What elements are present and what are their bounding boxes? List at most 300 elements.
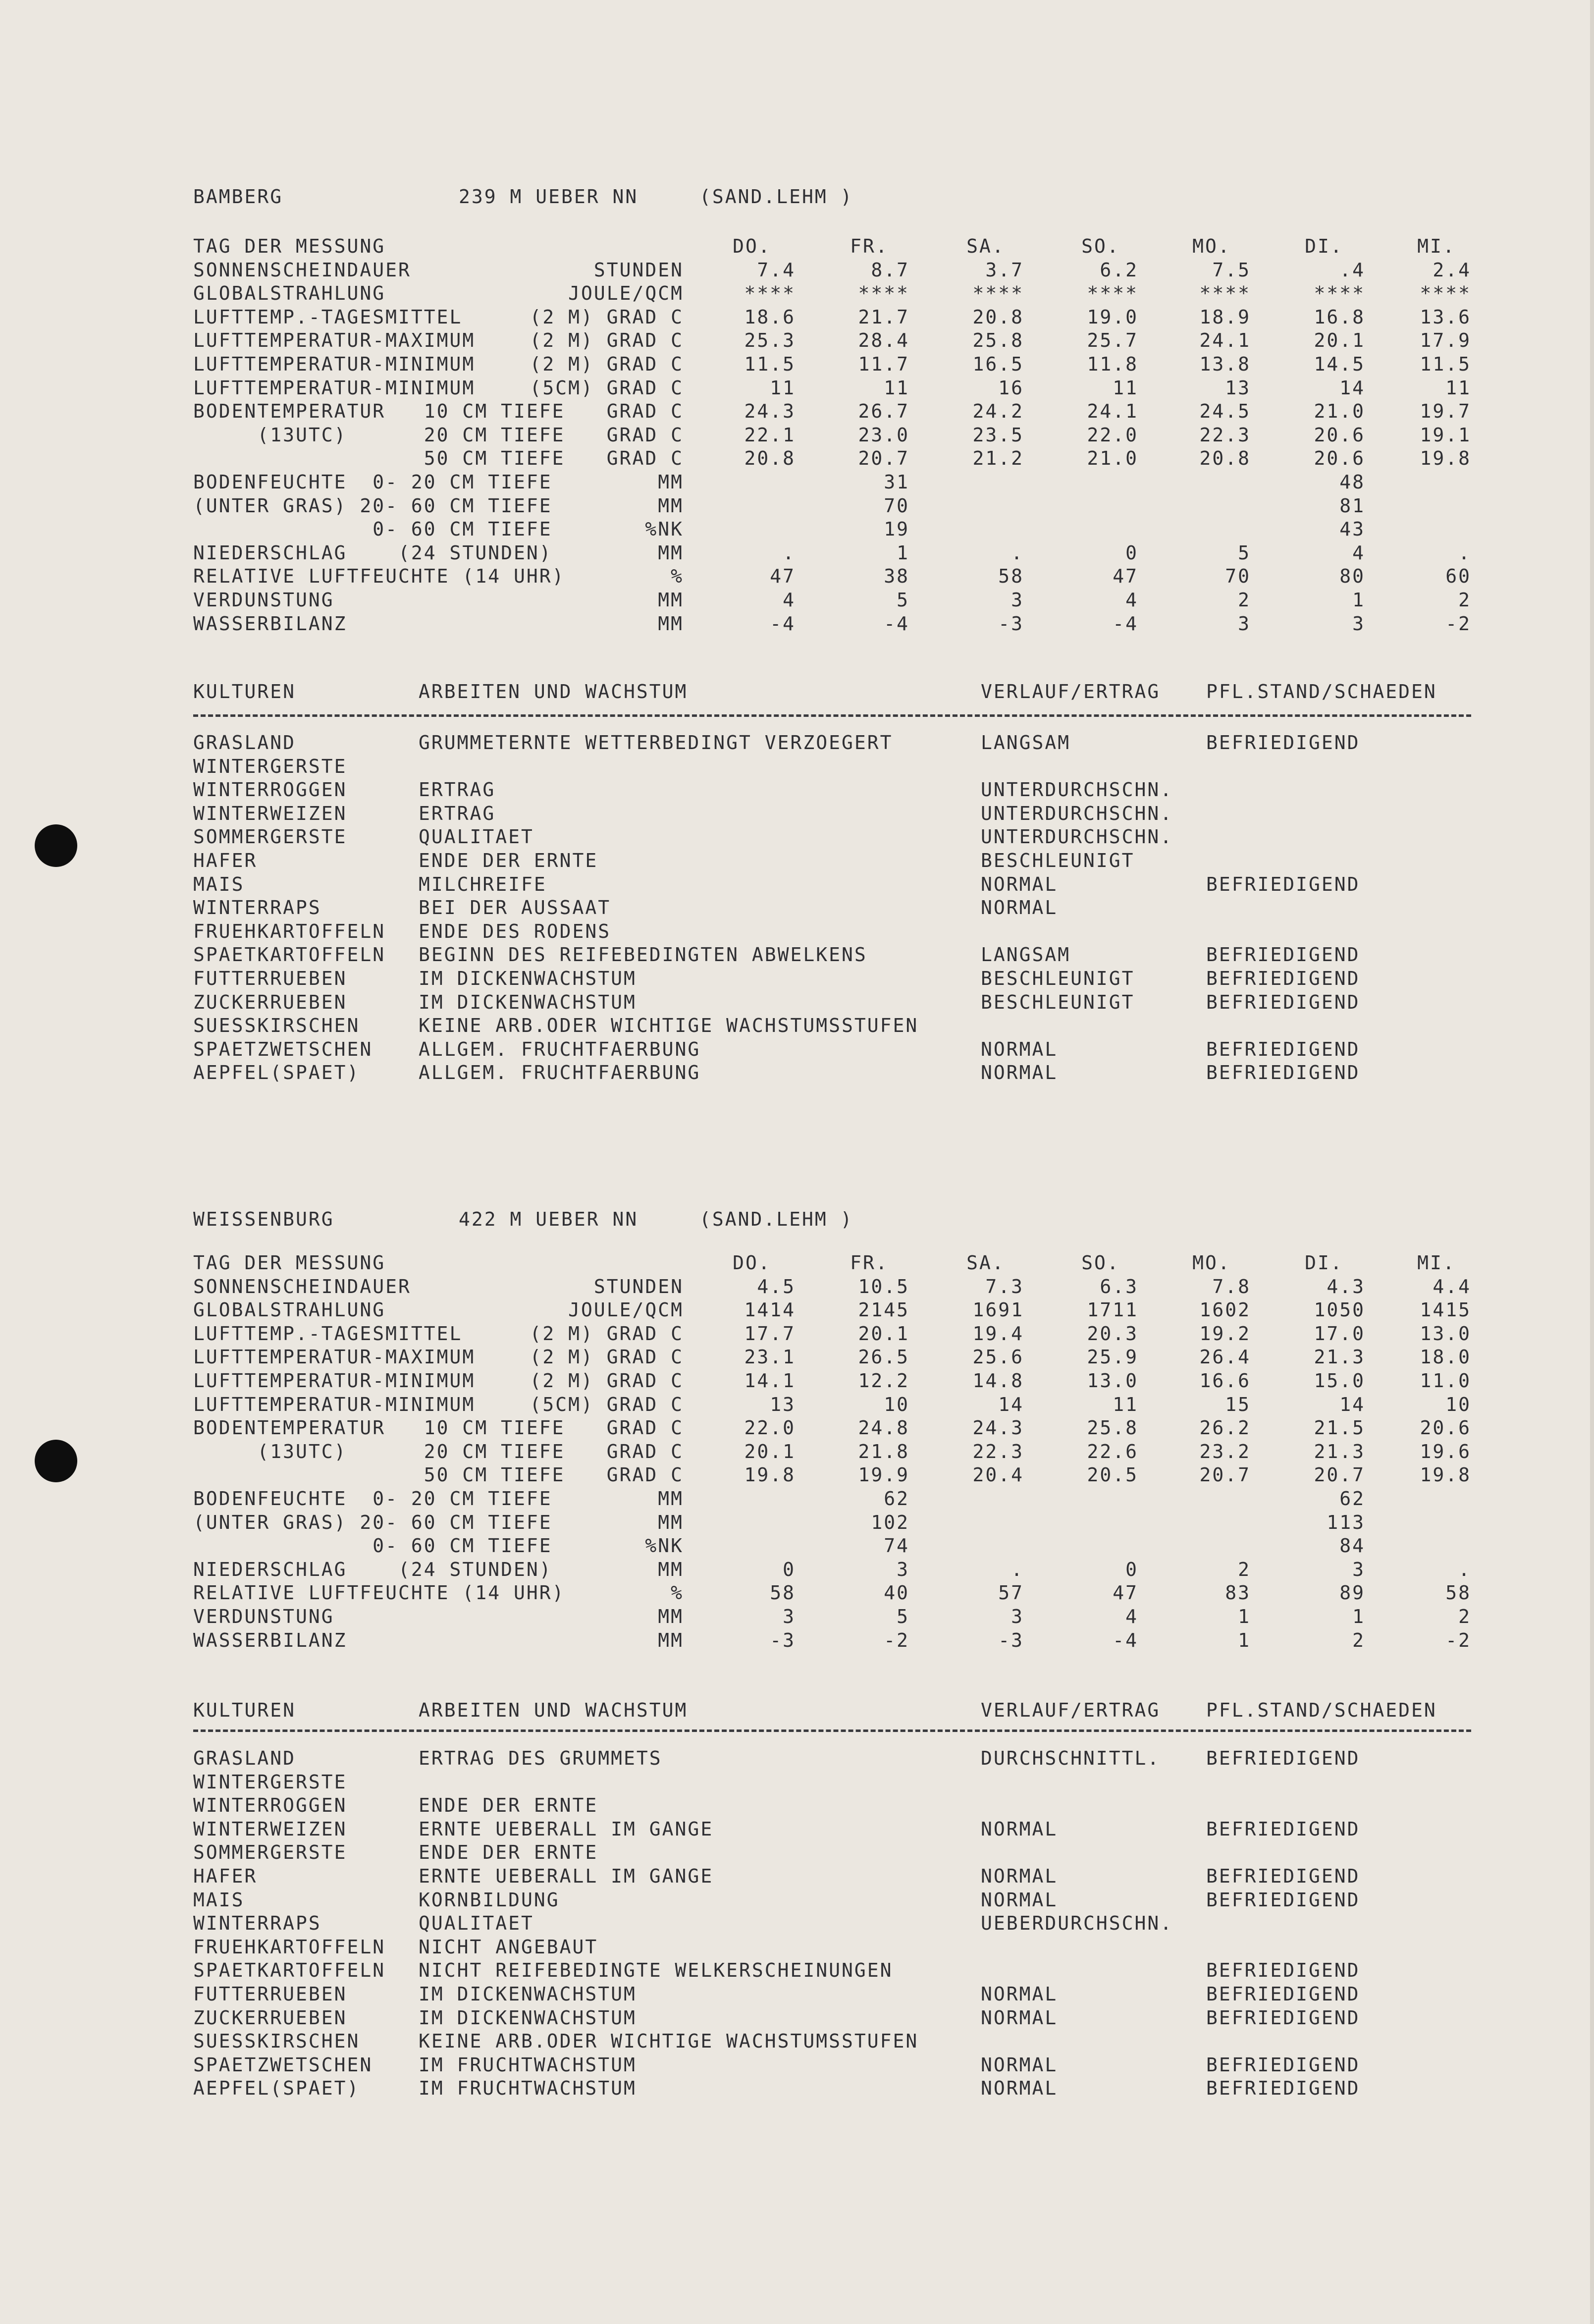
crop-work: IM FRUCHTWACHSTUM xyxy=(419,2054,637,2076)
measurement-value: **** xyxy=(744,282,796,304)
punch-hole xyxy=(35,1440,77,1482)
measurement-value: 83 xyxy=(1225,1582,1251,1604)
crop-progress: NORMAL xyxy=(981,897,1058,919)
crop-name: SUESSKIRSCHEN xyxy=(193,2030,360,2052)
measurement-label: LUFTTEMPERATUR-MINIMUM xyxy=(193,377,476,399)
crop-name: WINTERRAPS xyxy=(193,1912,321,1934)
measurement-unit: (2 M) GRAD C xyxy=(530,353,684,375)
measurement-value: 11.7 xyxy=(858,353,909,375)
crop-progress: NORMAL xyxy=(981,2054,1058,2076)
measurement-unit: % xyxy=(671,565,684,587)
crop-work: ERTRAG xyxy=(419,779,496,801)
measurement-value: 18.0 xyxy=(1420,1346,1471,1368)
measurement-value: 20.7 xyxy=(1314,1464,1365,1486)
measurement-value: 20.7 xyxy=(858,447,909,469)
crop-progress: UNTERDURCHSCHN. xyxy=(981,779,1173,801)
crop-progress: NORMAL xyxy=(981,1818,1058,1840)
measurement-value: 24.3 xyxy=(744,400,796,422)
measurement-value: 13 xyxy=(770,1394,796,1415)
measurement-value: 2 xyxy=(1458,1606,1471,1627)
measurement-value: 1711 xyxy=(1087,1299,1138,1321)
crop-status: BEFRIEDIGEND xyxy=(1206,991,1360,1013)
crop-status: BEFRIEDIGEND xyxy=(1206,1959,1360,1981)
measurement-value: **** xyxy=(858,282,909,304)
measurement-value: 21.2 xyxy=(972,447,1024,469)
measurement-value: 57 xyxy=(998,1582,1024,1604)
measurement-value: 3 xyxy=(1011,1606,1024,1627)
measurement-value: 18.9 xyxy=(1199,306,1251,328)
measurement-value: 26.5 xyxy=(858,1346,909,1368)
crop-name: AEPFEL(SPAET) xyxy=(193,2077,360,2099)
measurement-value: 40 xyxy=(884,1582,909,1604)
measurement-unit: %NK xyxy=(645,1535,684,1557)
measurement-value: 19.8 xyxy=(1420,447,1471,469)
measurement-value: 7.4 xyxy=(757,259,796,281)
measurement-value: 14 xyxy=(1339,1394,1365,1415)
crop-progress: BESCHLEUNIGT xyxy=(981,991,1135,1013)
crop-name: FRUEHKARTOFFELN xyxy=(193,920,386,942)
measurement-value: 58 xyxy=(998,565,1024,587)
crop-name: SPAETZWETSCHEN xyxy=(193,2054,373,2076)
measurement-label: WASSERBILANZ xyxy=(193,613,347,635)
measurement-value: 0 xyxy=(783,1559,796,1580)
day-header: SA. xyxy=(966,1252,1005,1274)
measurement-unit: GRAD C xyxy=(606,1441,684,1462)
measurement-value: 23.0 xyxy=(858,424,909,446)
crop-status: BEFRIEDIGEND xyxy=(1206,732,1360,754)
measurement-value: 19.0 xyxy=(1087,306,1138,328)
day-header: DI. xyxy=(1305,235,1343,257)
measurement-value: 22.3 xyxy=(1199,424,1251,446)
measurement-value: -4 xyxy=(770,613,796,635)
measurement-value: 8.7 xyxy=(871,259,909,281)
measurement-value: . xyxy=(1011,542,1024,564)
measurement-unit: MM xyxy=(658,1629,684,1651)
crop-header-stand: PFL.STAND/SCHAEDEN xyxy=(1206,1699,1437,1721)
crop-work: ENDE DER ERNTE xyxy=(419,1841,598,1863)
measurement-value: 1 xyxy=(1238,1606,1251,1627)
measurement-unit: (2 M) GRAD C xyxy=(530,1323,684,1345)
crop-progress: DURCHSCHNITTL. xyxy=(981,1747,1161,1769)
measurement-value: 58 xyxy=(1445,1582,1471,1604)
measurement-unit: MM xyxy=(658,495,684,517)
measurement-value: 14 xyxy=(998,1394,1024,1415)
measurement-label: 0- 60 CM TIEFE xyxy=(193,1535,552,1557)
measurement-unit: (5CM) GRAD C xyxy=(530,1394,684,1415)
measurement-label: VERDUNSTUNG xyxy=(193,589,334,611)
day-header: MI. xyxy=(1417,235,1456,257)
measurement-value: 2 xyxy=(1238,589,1251,611)
measurement-label: TAG DER MESSUNG xyxy=(193,235,386,257)
measurement-label: GLOBALSTRAHLUNG xyxy=(193,282,386,304)
crop-progress: BESCHLEUNIGT xyxy=(981,850,1135,871)
measurement-label: 50 CM TIEFE xyxy=(193,1464,565,1486)
crop-work: NICHT ANGEBAUT xyxy=(419,1936,598,1958)
measurement-value: 20.1 xyxy=(744,1441,796,1462)
measurement-unit: JOULE/QCM xyxy=(568,1299,684,1321)
measurement-value: 2 xyxy=(1352,1629,1365,1651)
measurement-value: 11 xyxy=(884,377,909,399)
measurement-unit: MM xyxy=(658,589,684,611)
measurement-value: 7.8 xyxy=(1212,1276,1251,1297)
day-header: DI. xyxy=(1305,1252,1343,1274)
measurement-unit: GRAD C xyxy=(606,424,684,446)
measurement-value: 18.6 xyxy=(744,306,796,328)
measurement-value: 3 xyxy=(1238,613,1251,635)
measurement-unit: (5CM) GRAD C xyxy=(530,377,684,399)
crop-header-verlauf: VERLAUF/ERTRAG xyxy=(981,1699,1161,1721)
crop-work: IM DICKENWACHSTUM xyxy=(419,968,637,989)
measurement-value: 19.7 xyxy=(1420,400,1471,422)
measurement-value: 25.8 xyxy=(1087,1417,1138,1439)
measurement-label: BODENFEUCHTE 0- 20 CM TIEFE xyxy=(193,471,552,493)
measurement-value: 47 xyxy=(1113,565,1138,587)
crop-name: WINTERROGGEN xyxy=(193,1794,347,1816)
measurement-value: 19.4 xyxy=(972,1323,1024,1345)
measurement-value: 19 xyxy=(884,518,909,540)
measurement-value: 25.6 xyxy=(972,1346,1024,1368)
crop-status: BEFRIEDIGEND xyxy=(1206,873,1360,895)
crop-progress: UNTERDURCHSCHN. xyxy=(981,803,1173,824)
measurement-value: 43 xyxy=(1339,518,1365,540)
crop-name: SUESSKIRSCHEN xyxy=(193,1015,360,1036)
measurement-value: 1415 xyxy=(1420,1299,1471,1321)
measurement-label: TAG DER MESSUNG xyxy=(193,1252,386,1274)
measurement-value: 89 xyxy=(1339,1582,1365,1604)
measurement-value: 2 xyxy=(1458,589,1471,611)
measurement-value: 20.3 xyxy=(1087,1323,1138,1345)
crop-progress: LANGSAM xyxy=(981,732,1071,754)
measurement-value: **** xyxy=(1087,282,1138,304)
measurement-value: **** xyxy=(972,282,1024,304)
measurement-value: 3 xyxy=(783,1606,796,1627)
measurement-value: 19.8 xyxy=(1420,1464,1471,1486)
measurement-value: 1602 xyxy=(1199,1299,1251,1321)
crop-work: IM DICKENWACHSTUM xyxy=(419,1983,637,2005)
measurement-value: 5 xyxy=(897,589,909,611)
day-header: MO. xyxy=(1192,1252,1231,1274)
crop-name: GRASLAND xyxy=(193,732,296,754)
measurement-label: (UNTER GRAS) 20- 60 CM TIEFE xyxy=(193,1512,552,1533)
measurement-value: 19.8 xyxy=(744,1464,796,1486)
measurement-label: VERDUNSTUNG xyxy=(193,1606,334,1627)
measurement-value: 17.9 xyxy=(1420,329,1471,351)
crop-progress: NORMAL xyxy=(981,1983,1058,2005)
measurement-value: 4.5 xyxy=(757,1276,796,1297)
measurement-value: 10.5 xyxy=(858,1276,909,1297)
measurement-value: 14 xyxy=(1339,377,1365,399)
measurement-value: . xyxy=(1011,1559,1024,1580)
measurement-label: RELATIVE LUFTFEUCHTE (14 UHR) xyxy=(193,565,565,587)
measurement-unit: STUNDEN xyxy=(593,259,684,281)
measurement-value: 10 xyxy=(1445,1394,1471,1415)
crop-name: SOMMERGERSTE xyxy=(193,1841,347,1863)
measurement-unit: (2 M) GRAD C xyxy=(530,1346,684,1368)
measurement-value: 24.2 xyxy=(972,400,1024,422)
day-header: MO. xyxy=(1192,235,1231,257)
measurement-value: 24.3 xyxy=(972,1417,1024,1439)
measurement-label: BODENTEMPERATUR 10 CM TIEFE xyxy=(193,400,565,422)
measurement-value: 47 xyxy=(770,565,796,587)
station-soil: (SAND.LEHM ) xyxy=(699,186,853,208)
crop-progress: BESCHLEUNIGT xyxy=(981,968,1135,989)
measurement-value: 58 xyxy=(770,1582,796,1604)
measurement-value: 74 xyxy=(884,1535,909,1557)
crop-work: ERTRAG xyxy=(419,803,496,824)
measurement-value: 26.4 xyxy=(1199,1346,1251,1368)
crop-progress: NORMAL xyxy=(981,1038,1058,1060)
measurement-value: 16.8 xyxy=(1314,306,1365,328)
measurement-value: 16.5 xyxy=(972,353,1024,375)
crop-header-arbeiten: ARBEITEN UND WACHSTUM xyxy=(419,1699,688,1721)
day-header: FR. xyxy=(850,235,889,257)
day-header: SO. xyxy=(1081,1252,1120,1274)
measurement-value: 11 xyxy=(1113,1394,1138,1415)
measurement-value: 1 xyxy=(1352,589,1365,611)
measurement-label: LUFTTEMPERATUR-MINIMUM xyxy=(193,1394,476,1415)
measurement-value: 22.1 xyxy=(744,424,796,446)
measurement-value: 21.0 xyxy=(1314,400,1365,422)
measurement-value: -4 xyxy=(1113,1629,1138,1651)
measurement-unit: JOULE/QCM xyxy=(568,282,684,304)
crop-status: BEFRIEDIGEND xyxy=(1206,2054,1360,2076)
crop-name: HAFER xyxy=(193,1865,258,1887)
measurement-value: 20.6 xyxy=(1314,424,1365,446)
measurement-label: RELATIVE LUFTFEUCHTE (14 UHR) xyxy=(193,1582,565,1604)
measurement-value: 20.7 xyxy=(1199,1464,1251,1486)
crop-name: HAFER xyxy=(193,850,258,871)
page-edge xyxy=(1590,0,1594,2324)
measurement-value: 14.5 xyxy=(1314,353,1365,375)
measurement-value: 20.8 xyxy=(744,447,796,469)
day-header: DO. xyxy=(733,235,771,257)
crop-work: ENDE DER ERNTE xyxy=(419,850,598,871)
measurement-value: 15 xyxy=(1225,1394,1251,1415)
measurement-value: 20.5 xyxy=(1087,1464,1138,1486)
measurement-label: SONNENSCHEINDAUER xyxy=(193,259,411,281)
station-elevation: 422 M UEBER NN xyxy=(459,1208,638,1230)
crop-name: WINTERROGGEN xyxy=(193,779,347,801)
measurement-unit: (2 M) GRAD C xyxy=(530,306,684,328)
measurement-value: **** xyxy=(1420,282,1471,304)
measurement-value: 24.1 xyxy=(1199,329,1251,351)
measurement-label: LUFTTEMP.-TAGESMITTEL xyxy=(193,306,463,328)
crop-progress: NORMAL xyxy=(981,2077,1058,2099)
measurement-value: 14.8 xyxy=(972,1370,1024,1392)
measurement-value: 1 xyxy=(897,542,909,564)
crop-work: KEINE ARB.ODER WICHTIGE WACHSTUMSSTUFEN xyxy=(419,2030,919,2052)
measurement-value: 26.7 xyxy=(858,400,909,422)
crop-status: BEFRIEDIGEND xyxy=(1206,968,1360,989)
measurement-value: 11.8 xyxy=(1087,353,1138,375)
measurement-value: 11.5 xyxy=(744,353,796,375)
measurement-value: 15.0 xyxy=(1314,1370,1365,1392)
measurement-value: 19.9 xyxy=(858,1464,909,1486)
measurement-label: LUFTTEMPERATUR-MAXIMUM xyxy=(193,1346,476,1368)
station-name: WEISSENBURG xyxy=(193,1208,334,1230)
measurement-label: (13UTC) 20 CM TIEFE xyxy=(193,1441,565,1462)
crop-work: ENDE DER ERNTE xyxy=(419,1794,598,1816)
crop-header-arbeiten: ARBEITEN UND WACHSTUM xyxy=(419,681,688,703)
measurement-value: 23.5 xyxy=(972,424,1024,446)
measurement-value: 6.2 xyxy=(1100,259,1138,281)
measurement-value: 20.8 xyxy=(1199,447,1251,469)
crop-work: MILCHREIFE xyxy=(419,873,547,895)
measurement-value: 25.8 xyxy=(972,329,1024,351)
measurement-value: 113 xyxy=(1327,1512,1365,1533)
measurement-value: 23.1 xyxy=(744,1346,796,1368)
crop-name: WINTERGERSTE xyxy=(193,1771,347,1793)
day-header: SO. xyxy=(1081,235,1120,257)
measurement-value: . xyxy=(1458,542,1471,564)
crop-progress: NORMAL xyxy=(981,2007,1058,2029)
crop-work: ALLGEM. FRUCHTFAERBUNG xyxy=(419,1062,701,1083)
measurement-value: 2145 xyxy=(858,1299,909,1321)
crop-header-stand: PFL.STAND/SCHAEDEN xyxy=(1206,681,1437,703)
crop-work: IM DICKENWACHSTUM xyxy=(419,991,637,1013)
measurement-value: 80 xyxy=(1339,565,1365,587)
crop-progress: NORMAL xyxy=(981,1062,1058,1083)
crop-name: ZUCKERRUEBEN xyxy=(193,2007,347,2029)
measurement-value: -2 xyxy=(884,1629,909,1651)
measurement-value: 70 xyxy=(1225,565,1251,587)
measurement-value: 13.8 xyxy=(1199,353,1251,375)
measurement-value: 4 xyxy=(783,589,796,611)
measurement-value: -4 xyxy=(884,613,909,635)
measurement-value: 21.7 xyxy=(858,306,909,328)
measurement-value: 20.8 xyxy=(972,306,1024,328)
measurement-label: WASSERBILANZ xyxy=(193,1629,347,1651)
crop-name: WINTERWEIZEN xyxy=(193,1818,347,1840)
measurement-value: 21.0 xyxy=(1087,447,1138,469)
measurement-unit: % xyxy=(671,1582,684,1604)
measurement-value: 20.1 xyxy=(858,1323,909,1345)
crop-status: BEFRIEDIGEND xyxy=(1206,944,1360,966)
measurement-value: -2 xyxy=(1445,1629,1471,1651)
crop-status: BEFRIEDIGEND xyxy=(1206,1038,1360,1060)
measurement-unit: MM xyxy=(658,1488,684,1510)
measurement-value: 6.3 xyxy=(1100,1276,1138,1297)
measurement-value: 3 xyxy=(1352,1559,1365,1580)
measurement-value: 22.3 xyxy=(972,1441,1024,1462)
crop-work: QUALITAET xyxy=(419,1912,534,1934)
measurement-value: 13.0 xyxy=(1087,1370,1138,1392)
measurement-value: -3 xyxy=(770,1629,796,1651)
measurement-value: 26.2 xyxy=(1199,1417,1251,1439)
measurement-label: NIEDERSCHLAG (24 STUNDEN) xyxy=(193,542,552,564)
crop-work: ALLGEM. FRUCHTFAERBUNG xyxy=(419,1038,701,1060)
crop-work: QUALITAET xyxy=(419,826,534,848)
measurement-value: 25.7 xyxy=(1087,329,1138,351)
measurement-value: 38 xyxy=(884,565,909,587)
crop-work: GRUMMETERNTE WETTERBEDINGT VERZOEGERT xyxy=(419,732,893,754)
dashed-rule xyxy=(193,1729,1471,1732)
measurement-value: 102 xyxy=(871,1512,909,1533)
measurement-value: 19.1 xyxy=(1420,424,1471,446)
measurement-unit: %NK xyxy=(645,518,684,540)
measurement-value: 3 xyxy=(1352,613,1365,635)
crop-work: KORNBILDUNG xyxy=(419,1889,560,1911)
measurement-value: 31 xyxy=(884,471,909,493)
crop-status: BEFRIEDIGEND xyxy=(1206,1062,1360,1083)
measurement-value: 10 xyxy=(884,1394,909,1415)
measurement-value: 48 xyxy=(1339,471,1365,493)
crop-status: BEFRIEDIGEND xyxy=(1206,2007,1360,2029)
crop-status: BEFRIEDIGEND xyxy=(1206,1889,1360,1911)
station-soil: (SAND.LEHM ) xyxy=(699,1208,853,1230)
crop-work: BEI DER AUSSAAT xyxy=(419,897,611,919)
measurement-label: 0- 60 CM TIEFE xyxy=(193,518,552,540)
measurement-unit: MM xyxy=(658,1559,684,1580)
measurement-unit: (2 M) GRAD C xyxy=(530,1370,684,1392)
day-header: MI. xyxy=(1417,1252,1456,1274)
measurement-value: 11.5 xyxy=(1420,353,1471,375)
measurement-label: LUFTTEMPERATUR-MINIMUM xyxy=(193,1370,476,1392)
measurement-value: 3 xyxy=(1011,589,1024,611)
measurement-value: 0 xyxy=(1125,542,1138,564)
measurement-unit: MM xyxy=(658,1606,684,1627)
measurement-value: **** xyxy=(1314,282,1365,304)
measurement-value: 17.7 xyxy=(744,1323,796,1345)
measurement-value: 11.0 xyxy=(1420,1370,1471,1392)
crop-work: IM DICKENWACHSTUM xyxy=(419,2007,637,2029)
measurement-label: SONNENSCHEINDAUER xyxy=(193,1276,411,1297)
measurement-value: 22.0 xyxy=(1087,424,1138,446)
dashed-rule xyxy=(193,714,1471,717)
measurement-value: 17.0 xyxy=(1314,1323,1365,1345)
crop-work: NICHT REIFEBEDINGTE WELKERSCHEINUNGEN xyxy=(419,1959,893,1981)
measurement-value: 7.3 xyxy=(985,1276,1024,1297)
measurement-value: 11 xyxy=(770,377,796,399)
measurement-value: . xyxy=(783,542,796,564)
crop-progress: NORMAL xyxy=(981,1865,1058,1887)
crop-progress: NORMAL xyxy=(981,873,1058,895)
measurement-value: 21.3 xyxy=(1314,1441,1365,1462)
measurement-value: 21.3 xyxy=(1314,1346,1365,1368)
measurement-value: 19.6 xyxy=(1420,1441,1471,1462)
measurement-value: 22.0 xyxy=(744,1417,796,1439)
crop-name: SPAETKARTOFFELN xyxy=(193,1959,386,1981)
crop-work: ENDE DES RODENS xyxy=(419,920,611,942)
measurement-value: 70 xyxy=(884,495,909,517)
measurement-label: LUFTTEMPERATUR-MINIMUM xyxy=(193,353,476,375)
crop-work: KEINE ARB.ODER WICHTIGE WACHSTUMSSTUFEN xyxy=(419,1015,919,1036)
measurement-value: 24.8 xyxy=(858,1417,909,1439)
measurement-value: 2 xyxy=(1238,1559,1251,1580)
measurement-value: 60 xyxy=(1445,565,1471,587)
measurement-value: **** xyxy=(1199,282,1251,304)
measurement-value: 7.5 xyxy=(1212,259,1251,281)
measurement-unit: GRAD C xyxy=(606,400,684,422)
punch-hole xyxy=(35,824,77,867)
measurement-label: GLOBALSTRAHLUNG xyxy=(193,1299,386,1321)
measurement-value: 1 xyxy=(1238,1629,1251,1651)
measurement-value: 20.6 xyxy=(1420,1417,1471,1439)
measurement-unit: MM xyxy=(658,613,684,635)
measurement-value: 4 xyxy=(1352,542,1365,564)
crop-work: ERTRAG DES GRUMMETS xyxy=(419,1747,662,1769)
crop-header-kulturen: KULTUREN xyxy=(193,1699,296,1721)
day-header: FR. xyxy=(850,1252,889,1274)
crop-status: BEFRIEDIGEND xyxy=(1206,2077,1360,2099)
crop-work: IM FRUCHTWACHSTUM xyxy=(419,2077,637,2099)
measurement-value: 19.2 xyxy=(1199,1323,1251,1345)
crop-status: BEFRIEDIGEND xyxy=(1206,1818,1360,1840)
measurement-label: BODENFEUCHTE 0- 20 CM TIEFE xyxy=(193,1488,552,1510)
crop-progress: NORMAL xyxy=(981,1889,1058,1911)
measurement-value: 11 xyxy=(1113,377,1138,399)
day-header: SA. xyxy=(966,235,1005,257)
